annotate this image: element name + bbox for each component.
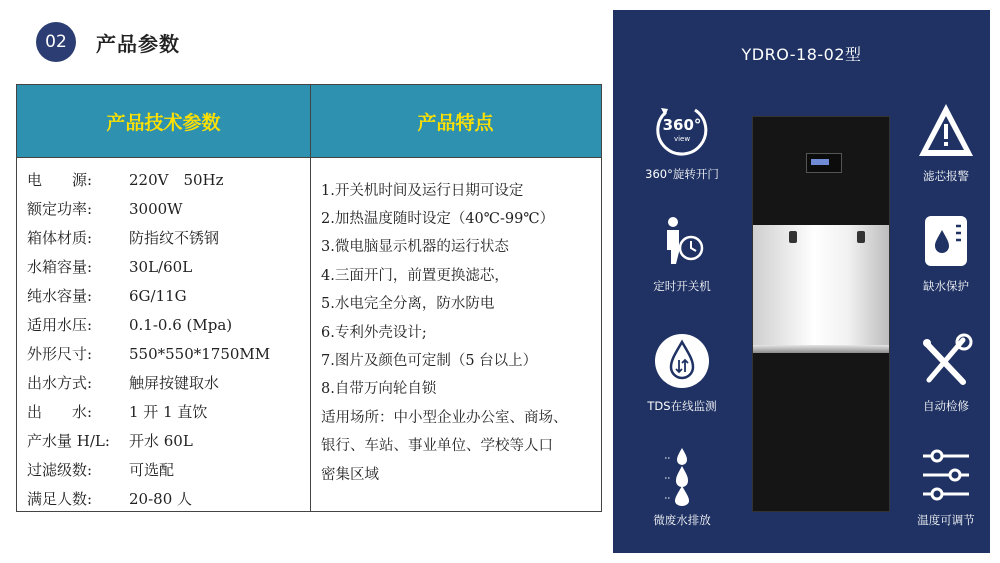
spec-value: 防指纹不锈钢 [129, 229, 220, 247]
feature-line: 8.自带万向轮自锁 [321, 381, 437, 398]
feature-line: 4.三面开门，前置更换滤芯， [321, 267, 509, 284]
drip-tray [753, 345, 889, 353]
spec-value: 30L/60L [129, 257, 193, 276]
feature-filter-alarm [891, 100, 1000, 184]
feature-line: 1.开关机时间及运行日期可设定 [321, 182, 524, 199]
product-panel [613, 10, 990, 553]
spec-value: 220V 50Hz [129, 171, 224, 189]
spec-label: 电 源: [27, 171, 93, 189]
feature-tds [627, 330, 737, 414]
spec-value: 1 开 1 直饮 [129, 403, 208, 421]
spec-label: 额定功率: [27, 200, 93, 218]
spec-row [27, 339, 305, 368]
feature-label: 滤芯报警 [923, 169, 969, 183]
spec-label: 外形尺寸: [27, 345, 93, 363]
feature-line: 2.加热温度随时设定（40℃-99℃） [321, 211, 555, 228]
spec-row [27, 426, 305, 455]
spec-row [27, 310, 305, 339]
spec-label: 纯水容量: [27, 287, 93, 305]
spec-table [16, 84, 602, 512]
spec-value: 3000W [129, 199, 183, 218]
feature-label: 温度可调节 [917, 513, 975, 527]
dispensing-bay [753, 225, 889, 349]
model-name: YDRO-18-02型 [741, 45, 862, 64]
spec-value: 20-80 人 [129, 490, 193, 508]
feature-low-water [891, 210, 1000, 294]
table-header [17, 85, 601, 158]
feature-label: 定时开关机 [653, 279, 711, 293]
spec-row [27, 397, 305, 426]
rotate-360-icon [651, 98, 713, 160]
feature-360-rotate [627, 98, 737, 182]
feature-line: 密集区域 [321, 466, 379, 483]
spec-value: 550*550*1750MM [129, 344, 271, 363]
spec-row [27, 281, 305, 310]
spec-label: 过滤级数: [27, 461, 93, 479]
spec-label: 适用水压: [27, 316, 93, 334]
feature-line: 5.水电完全分离，防水防电 [321, 296, 495, 313]
spec-row [27, 368, 305, 397]
sliders-icon [915, 444, 977, 506]
feature-line: 7.图片及颜色可定制（5 台以上） [321, 353, 538, 370]
feature-line: 银行、车站、事业单位、学校等人口 [321, 438, 553, 455]
spec-row [27, 455, 305, 484]
feature-line: 6.专利外壳设计; [321, 324, 427, 341]
control-display [806, 153, 842, 173]
spec-value: 可选配 [129, 461, 175, 479]
spec-label: 水箱容量: [27, 258, 93, 276]
icon-360-subtext: view [673, 135, 691, 143]
spec-value: 触屏按键取水 [129, 374, 220, 392]
spec-list [27, 165, 305, 513]
spec-label: 出 水: [27, 403, 93, 421]
spec-label: 产水量 H/L: [27, 432, 110, 450]
section-title: 产品参数 [96, 32, 180, 56]
feature-label: 缺水保护 [923, 279, 969, 293]
spec-value: 开水 60L [129, 432, 193, 450]
feature-temperature [891, 444, 1000, 528]
water-drops-icon [651, 444, 713, 506]
faucet-icon [789, 231, 797, 243]
feature-line: 适用场所：中小型企业办公室、商场、 [321, 409, 568, 426]
feature-label: 自动检修 [923, 399, 969, 413]
section-number-badge: 02 [36, 22, 76, 62]
feature-timer [627, 210, 737, 294]
feature-label: 360°旋转开门 [645, 167, 719, 181]
faucet-icon [857, 231, 865, 243]
feature-list [321, 175, 601, 487]
icon-360-text: 360° [662, 116, 702, 134]
water-level-icon [915, 210, 977, 272]
spec-label: 箱体材质: [27, 229, 93, 247]
water-dispenser-image [752, 116, 890, 512]
feature-auto-repair [891, 330, 1000, 414]
spec-label: 满足人数: [27, 490, 93, 508]
column-divider [310, 85, 311, 511]
feature-line: 3.微电脑显示机器的运行状态 [321, 239, 509, 256]
tds-monitor-icon [651, 330, 713, 392]
spec-row [27, 194, 305, 223]
spec-value: 0.1-0.6 (Mpa) [129, 315, 233, 334]
warning-icon [915, 100, 977, 162]
spec-row [27, 484, 305, 513]
spec-row [27, 252, 305, 281]
spec-row [27, 165, 305, 194]
feature-label: 微废水排放 [653, 513, 711, 527]
specs-column-header: 产品技术参数 [106, 111, 221, 134]
timer-person-icon [651, 210, 713, 272]
feature-label: TDS在线监测 [647, 399, 717, 413]
spec-value: 6G/11G [129, 286, 187, 305]
feature-waste-water [627, 444, 737, 528]
spec-row [27, 223, 305, 252]
spec-label: 出水方式: [27, 374, 93, 392]
features-column-header: 产品特点 [417, 111, 494, 134]
tools-icon [915, 330, 977, 392]
